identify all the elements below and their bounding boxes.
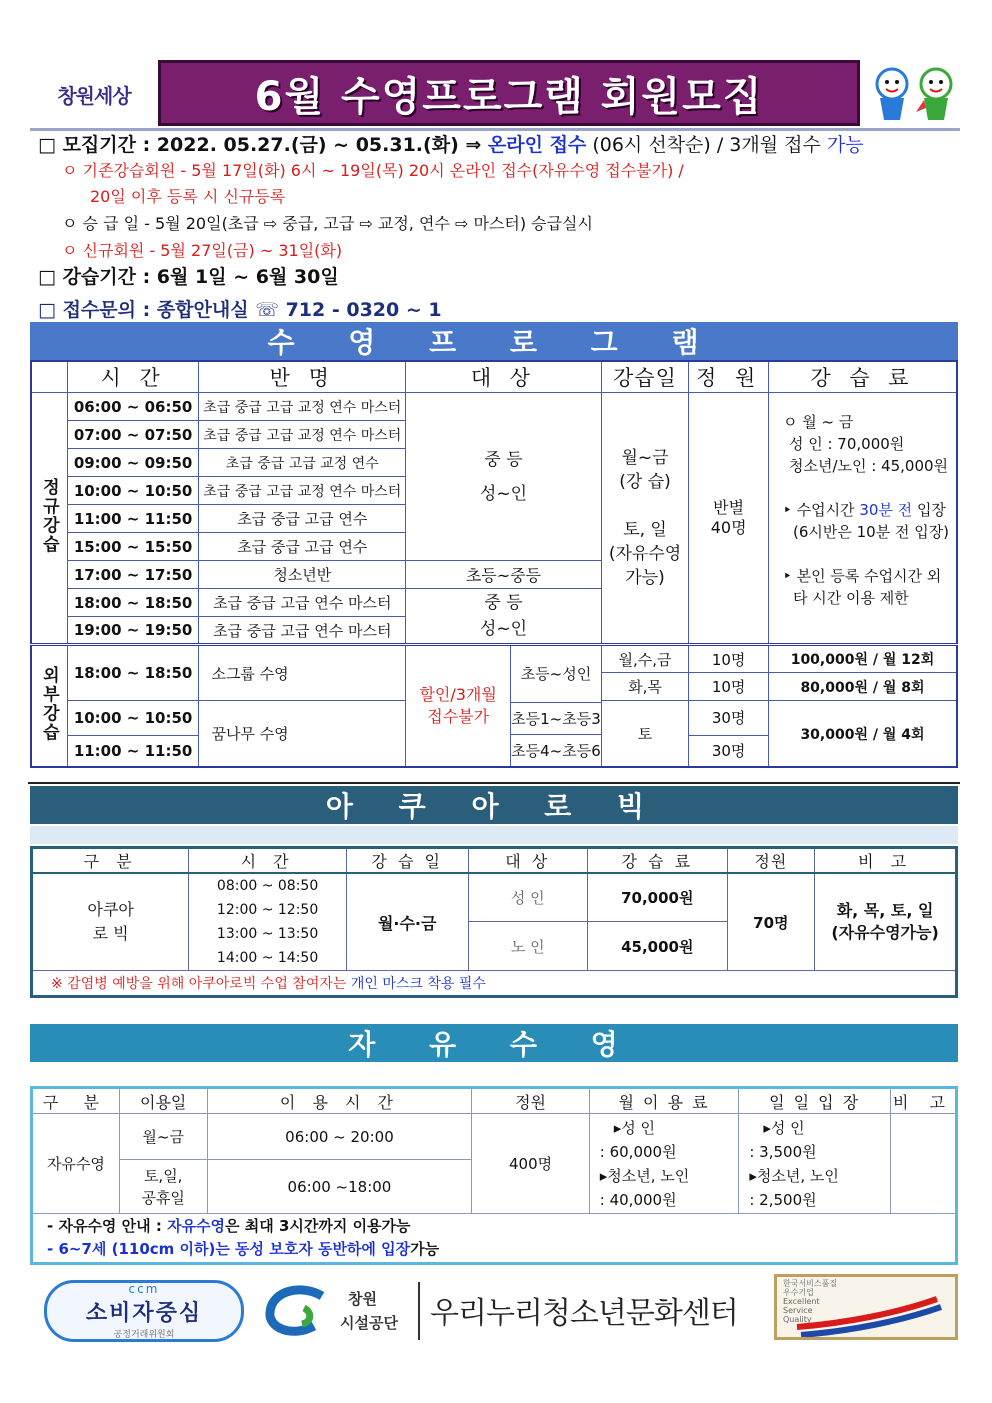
regular-time: 06:00 ~ 06:50 xyxy=(67,393,199,421)
regular-class: 청소년반 xyxy=(199,561,406,589)
quality-badge: 한국서비스품질 우수기업 Excellent Service Quality xyxy=(774,1274,958,1340)
regular-time: 11:00 ~ 11:50 xyxy=(67,505,199,533)
facility-corp-logo: 창원 시설공단 xyxy=(262,1282,412,1342)
free-swim-band: 자 유 수 영 xyxy=(30,1024,958,1062)
lesson-days: 월~금 (강 습) 토, 일 (자유수영 가능) xyxy=(601,393,688,645)
regular-time: 17:00 ~ 17:50 xyxy=(67,561,199,589)
ext-fee: 80,000원 / 월 8회 xyxy=(768,673,957,701)
aqua-note: 화, 목, 토, 일 (자유수영가능) xyxy=(815,873,957,971)
aquarobic-band: 아 쿠 아 로 빅 xyxy=(30,786,958,824)
regular-time: 07:00 ~ 07:50 xyxy=(67,421,199,449)
free-daily-fee: ▸성 인 : 3,500원 ▸청소년, 노인 : 2,500원 xyxy=(739,1114,891,1214)
regular-time: 15:00 ~ 15:50 xyxy=(67,533,199,561)
regular-class: 초급 중급 고급 교정 연수 마스터 xyxy=(199,477,406,505)
ext-fee: 30,000원 / 월 4회 xyxy=(768,701,957,768)
regular-time: 09:00 ~ 09:50 xyxy=(67,449,199,477)
mascot-blue-icon xyxy=(877,69,907,120)
ext-capacity: 30명 xyxy=(689,735,769,767)
aqua-target-adult: 성 인 xyxy=(468,873,587,922)
header-target: 대 상 xyxy=(406,361,602,393)
regular-class: 초급 중급 고급 연수 xyxy=(199,505,406,533)
regular-class: 초급 중급 고급 연수 마스터 xyxy=(199,617,406,645)
free-day-weekend: 토,일, 공휴일 xyxy=(119,1160,207,1214)
header-fee: 강 습 료 xyxy=(768,361,957,393)
target-adult: 중 등 성~인 xyxy=(406,393,602,561)
inquiry-phone: □ 접수문의 : 종합안내실 ☏ 712 - 0320 ~ 1 xyxy=(38,299,442,321)
free-capacity: 400명 xyxy=(472,1114,589,1214)
swim-program-table xyxy=(30,360,958,768)
regular-label: 정규강습 xyxy=(31,393,67,645)
regular-class: 초급 중급 고급 교정 연수 마스터 xyxy=(199,421,406,449)
ext-time: 10:00 ~ 10:50 xyxy=(67,701,199,736)
page-title: 6월 수영프로그램 회원모집 xyxy=(158,60,860,126)
header-time: 시 간 xyxy=(67,361,199,393)
ext-target: 초등~성인 xyxy=(520,665,592,683)
ext-target: 초등4~초등6 xyxy=(511,734,601,766)
section-divider xyxy=(28,782,960,784)
ext-class: 소그룹 수영 xyxy=(199,645,406,701)
free-day-weekday: 월~금 xyxy=(119,1114,207,1160)
aqua-times: 08:00 ~ 08:50 12:00 ~ 12:50 13:00 ~ 13:50 14:00 ~ 14:50 xyxy=(189,873,347,971)
regular-time: 10:00 ~ 10:50 xyxy=(67,477,199,505)
external-label: 외부강습 xyxy=(31,645,67,768)
ext-fee: 100,000원 / 월 12회 xyxy=(768,645,957,673)
header-days: 강습일 xyxy=(601,361,688,393)
aqua-capacity: 70명 xyxy=(727,873,815,971)
center-name: 우리누리청소년문화센터 xyxy=(430,1296,738,1331)
ccm-logo: ccm 소비자중심 공정거래위원회 xyxy=(44,1280,244,1342)
ext-days: 월,수,금 xyxy=(601,645,688,673)
free-note xyxy=(890,1114,956,1214)
aqua-name: 아쿠아 로 빅 xyxy=(32,873,189,971)
regular-class: 초급 중급 고급 교정 연수 마스터 xyxy=(199,393,406,421)
footer-divider xyxy=(418,1282,420,1340)
mascot-icons xyxy=(870,62,960,124)
aqua-fee-senior: 45,000원 xyxy=(588,922,728,971)
mascot-green-icon xyxy=(916,69,951,120)
header-class: 반 명 xyxy=(199,361,406,393)
quality-stripes-icon xyxy=(777,1277,958,1340)
ext-capacity: 30명 xyxy=(689,701,769,736)
ext-target: 초등1~초등3 xyxy=(511,702,601,734)
changwon-logo: 창원세상 xyxy=(57,83,131,108)
lesson-period: □ 강습기간 : 6월 1일 ~ 6월 30일 xyxy=(38,266,339,288)
new-members: ㅇ 신규회원 - 5월 27일(금) ~ 31일(화) xyxy=(62,241,343,260)
free-notes: - 자유수영 안내 : 자유수영은 최대 3시간까지 이용가능 - 6~7세 (110cm 이하)는 동성 보호자 동반하에 입장가능 xyxy=(32,1214,957,1264)
aqua-notice: ※ 감염병 예방을 위해 아쿠아로빅 수업 참여자는 개인 마스크 착용 필수 xyxy=(32,971,957,997)
existing-members-line2: 20일 이후 등록 시 신규등록 xyxy=(90,187,286,206)
ext-time: 11:00 ~ 11:50 xyxy=(67,735,199,767)
promotion-date: ㅇ 승 급 일 - 5월 20일(초급 ⇨ 중급, 고급 ⇨ 교정, 연수 ⇨ 마스터) 승급실시 xyxy=(62,214,593,233)
free-swim-table: 구 분 이용일 이 용 시 간 정원 월 이 용 료 일 일 입 장 비 고 자유수영 월~금 06:00 ~ 20:00 400명 ▸성 인 : 60,000원 ▸청소년, 노인 : 40,000원 ▸성 인 : 3,500원 ▸청소년, 노인 : 2,500원 토,일, 공휴일 06:00 ~18:00 - 자유수영 안내 : 자유수영은 최대 3시간까지 이용가능 - 6~7세 (110cm 이하)는 동성 보호자 동반하에 입장가능 xyxy=(30,1086,958,1265)
free-time-weekday: 06:00 ~ 20:00 xyxy=(207,1114,472,1160)
fee-info: ㅇ 월 ~ 금 성 인 : 70,000원 청소년/노인 : 45,000원 ‣ 수업시간 30분 전 입장 (6시반은 10분 전 입장) ‣ 본인 등록 수업시간 외 타 시간 이용 제한 xyxy=(768,393,957,645)
ext-note: 할인/3개월 접수불가 초등~성인 초등1~초등3 초등4~초등6 xyxy=(406,645,602,768)
ext-class: 꿈나무 수영 xyxy=(199,701,406,768)
regular-class: 초급 중급 고급 연수 xyxy=(199,533,406,561)
regular-time: 19:00 ~ 19:50 xyxy=(67,617,199,645)
aqua-days: 월·수·금 xyxy=(346,873,468,971)
swim-program-band: 수 영 프 로 그 램 xyxy=(30,322,958,360)
ext-days: 토 xyxy=(601,701,688,768)
ext-capacity: 10명 xyxy=(689,645,769,673)
aqua-fee-adult: 70,000원 xyxy=(588,873,728,922)
header-capacity: 정 원 xyxy=(689,361,769,393)
recruit-period: □ 모집기간 : 2022. 05.27.(금) ~ 05.31.(화) ⇒ 온라인 접수 (06시 선착순) / 3개월 접수 가능 xyxy=(38,134,864,156)
aquarobic-spacer xyxy=(30,826,958,844)
ext-days: 화,목 xyxy=(601,673,688,701)
existing-members-line1: ㅇ 기존강습회원 - 5월 17일(화) 6시 ~ 19일(목) 20시 온라인 접수(자유수영 접수불가) / xyxy=(62,161,684,180)
free-time-weekend: 06:00 ~18:00 xyxy=(207,1160,472,1214)
aquarobic-table: 구 분 시 간 강 습 일 대 상 강 습 료 정원 비 고 아쿠아 로 빅 08:00 ~ 08:50 12:00 ~ 12:50 13:00 ~ 13:50 14:00 ~ 14:50 월·수·금 성 인 70,000원 70명 화, 목, 토, 일 (자유수영가능) 노 인 45,000원 ※ 감염병 예방을 위해 아쿠아로빅 수업 참여자는 개인 마스크 착용 필수 xyxy=(30,846,958,998)
regular-class: 초급 중급 고급 연수 마스터 xyxy=(199,589,406,617)
regular-class: 초급 중급 고급 교정 연수 xyxy=(199,449,406,477)
ext-capacity: 10명 xyxy=(689,673,769,701)
target-youth: 초등~중등 xyxy=(406,561,602,589)
free-monthly-fee: ▸성 인 : 60,000원 ▸청소년, 노인 : 40,000원 xyxy=(589,1114,739,1214)
aqua-target-senior: 노 인 xyxy=(468,922,587,971)
free-name: 자유수영 xyxy=(32,1114,120,1214)
ext-time: 18:00 ~ 18:50 xyxy=(67,645,199,701)
capacity: 반별 40명 xyxy=(689,393,769,645)
regular-time: 18:00 ~ 18:50 xyxy=(67,589,199,617)
corp-swirl-icon xyxy=(262,1284,332,1340)
target-adult-evening: 중 등 성~인 xyxy=(406,589,602,645)
